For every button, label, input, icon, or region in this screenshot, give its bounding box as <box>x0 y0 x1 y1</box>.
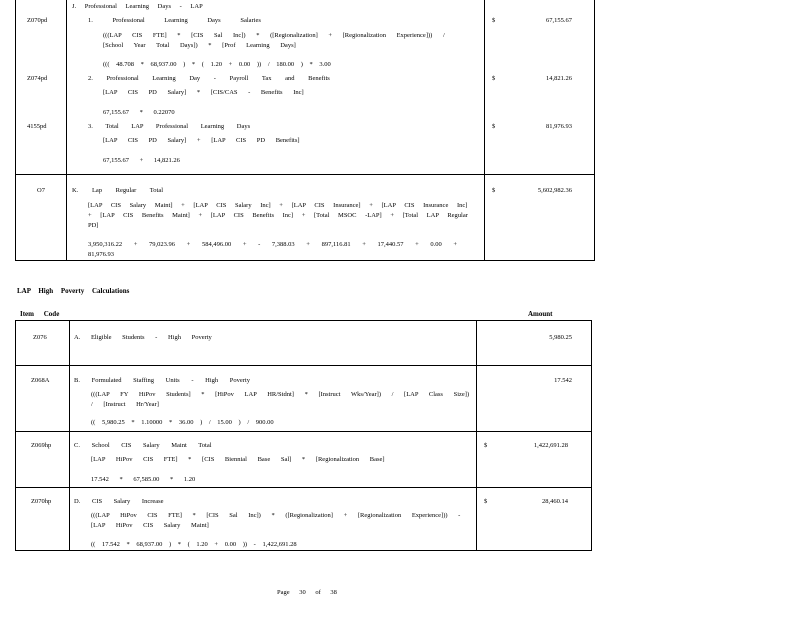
row-formula: [LAP CIS PD Salary] + [LAP CIS PD Benefits] <box>103 137 300 144</box>
column-header-item-code: Item Code <box>20 310 60 318</box>
row-amount: 81,976.93 <box>546 123 572 130</box>
hp-table-code-divider <box>69 320 70 550</box>
row-amount: 28,460.14 <box>542 498 568 505</box>
row-label: A. Eligible Students - High Poverty <box>74 334 212 341</box>
row-calc: 67,155.67 + 14,821.26 <box>103 157 180 164</box>
top-table-code-divider <box>66 0 67 260</box>
row-code: O7 <box>37 187 45 194</box>
dollar-sign: $ <box>484 498 488 505</box>
row-label: 3. Total LAP Professional Learning Days <box>88 123 251 130</box>
column-header-amount: Amount <box>528 310 553 318</box>
row-formula: [LAP CIS PD Salary] * [CIS/CAS - Benefits Inc] <box>103 89 304 96</box>
row-calc: ((( 48.708 * 68,937.00 ) * ( 1.20 + 0.00 )) / 180.00 ) * 3.00 <box>103 61 331 68</box>
row-code: 4155pd <box>27 123 47 130</box>
row-calc: 67,155.67 * 0.22070 <box>103 109 175 116</box>
row-calc: 3,950,316.22 + 79,023.96 + 584,496.00 + - 7,388.03 + 897,116.81 + 17,440.57 + 0.00 + 81,976.93 <box>88 241 458 258</box>
hp-table-row-divider <box>15 431 592 432</box>
row-label: C. School CIS Salary Maint Total <box>74 442 212 449</box>
row-amount: 5,980.25 <box>549 334 572 341</box>
page-number: Page 30 of 38 <box>277 589 337 596</box>
row-label: D. CIS Salary Increase <box>74 498 164 505</box>
hp-table-top-border <box>15 320 592 321</box>
row-amount: 17.542 <box>554 377 572 384</box>
row-label: 1. Professional Learning Days Salaries <box>88 17 261 24</box>
dollar-sign: $ <box>492 75 496 82</box>
hp-table-row-divider <box>15 365 592 366</box>
top-table-left-border <box>15 0 16 260</box>
row-formula: (((LAP CIS FTE] * [CIS Sal Inc]) * ([Regionalization] + [Regionalization Experience])) / [School Year Total Days]) * [Prof Learning Days] <box>103 32 445 49</box>
row-calc: (( 5,980.25 * 1.10000 * 36.00 ) / 15.00 ) / 900.00 <box>91 419 274 426</box>
hp-table-left-border <box>15 320 16 550</box>
row-formula: (((LAP FY HiPov Students] * [HiPov LAP HR/Stdnt] * [Instruct Wks/Year]) / [LAP Class Size]) / [Instruct Hr/Year] <box>91 391 470 408</box>
top-table-row-divider <box>15 174 595 175</box>
row-label: 2. Professional Learning Day - Payroll Tax and Benefits <box>88 75 330 82</box>
hp-table-row-divider <box>15 487 592 488</box>
dollar-sign: $ <box>492 17 496 24</box>
row-amount: 5,602,982.36 <box>537 187 572 194</box>
dollar-sign: $ <box>492 123 496 130</box>
row-formula: [LAP HiPov CIS FTE] * [CIS Biennial Base Sal] * [Regionalization Base] <box>91 456 385 463</box>
hp-table-bottom-border <box>15 550 592 551</box>
row-amount: 67,155.67 <box>546 17 572 24</box>
row-code: Z076 <box>33 334 47 341</box>
row-label: B. Formulated Staffing Units - High Poverty <box>74 377 250 384</box>
dollar-sign: $ <box>484 442 488 449</box>
row-formula: (((LAP HiPov CIS FTE] * [CIS Sal Inc]) * ([Regionalization] + [Regionalization Experience])) - [LAP HiPov CIS Salary Maint] <box>91 512 461 529</box>
row-code: Z070hp <box>31 498 52 505</box>
row-code: Z070pd <box>27 17 48 24</box>
row-code: Z068A <box>31 377 50 384</box>
hp-table-right-border <box>591 320 592 550</box>
row-code: Z074pd <box>27 75 48 82</box>
row-amount: 1,422,691.28 <box>533 442 568 449</box>
section-j-title: J. Professional Learning Days - LAP <box>72 3 203 10</box>
row-calc: (( 17.542 * 68,937.00 ) * ( 1.20 + 0.00 )) - 1,422,691.28 <box>91 541 297 548</box>
section-title: LAP High Poverty Calculations <box>17 287 130 295</box>
row-code: Z069hp <box>31 442 52 449</box>
row-amount: 14,821.26 <box>546 75 572 82</box>
row-formula: [LAP CIS Salary Maint] + [LAP CIS Salary Inc] + [LAP CIS Insurance] + [LAP CIS Insurance Inc] + [LAP CIS Benefits Maint] + [LAP CIS Benefits Inc] + [Total MSOC -LAP] + [Total LAP Regular PD] <box>88 202 468 229</box>
top-table-right-border <box>594 0 595 260</box>
row-calc: 17.542 * 67,585.00 * 1.20 <box>91 476 196 483</box>
row-label: K. Lap Regular Total <box>72 187 164 194</box>
hp-table-amount-divider <box>476 320 477 550</box>
dollar-sign: $ <box>492 187 496 194</box>
top-table-amount-divider <box>484 0 485 260</box>
top-table-bottom-border <box>15 260 595 261</box>
